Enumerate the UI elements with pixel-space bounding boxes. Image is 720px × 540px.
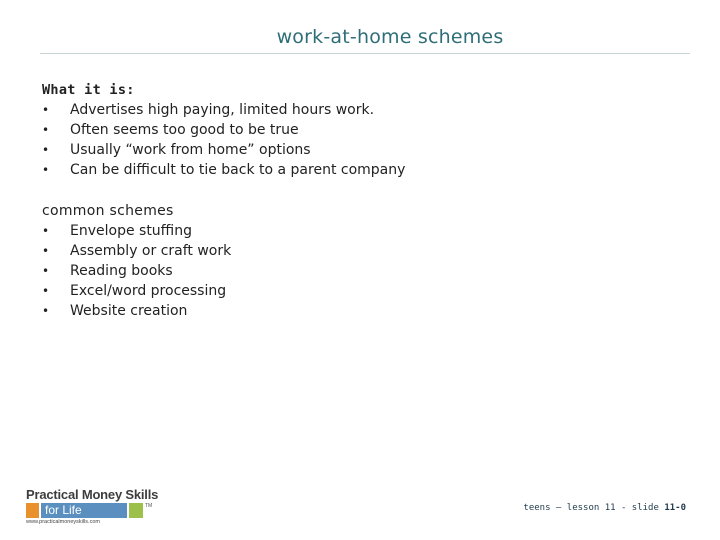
logo-url: www.practicalmoneyskills.com: [26, 519, 100, 525]
bullet-icon: •: [42, 123, 50, 137]
bullet-icon: •: [42, 304, 50, 318]
bullet-icon: •: [42, 224, 50, 238]
section-heading-common-schemes: common schemes: [42, 203, 174, 219]
list-item: [42, 241, 682, 261]
section-heading-what-it-is: What it is:: [42, 82, 135, 98]
slide-footer: [523, 503, 686, 513]
list-item: [42, 140, 682, 160]
list-item: [42, 100, 682, 120]
footer-lesson-text: teens – lesson 11 - slide: [523, 503, 665, 513]
list-item-text: Can be difficult to tie back to a parent company: [70, 162, 406, 178]
logo-trademark: TM: [145, 503, 153, 509]
title-divider: [40, 53, 690, 54]
list-item-text: Usually “work from home” options: [70, 142, 311, 158]
list-item: [42, 281, 682, 301]
list-item: [42, 221, 682, 241]
logo-green-square: [129, 503, 143, 518]
practical-money-skills-logo: [26, 487, 166, 527]
section-spacer: [42, 180, 682, 201]
list-item-text: Assembly or craft work: [70, 243, 232, 259]
logo-orange-square: [26, 503, 39, 518]
bullet-icon: •: [42, 163, 50, 177]
logo-wordmark: Practical Money Skills: [26, 487, 159, 502]
logo-for-life-bar: for Life: [41, 503, 127, 518]
list-item: [42, 160, 682, 180]
list-item-text: Excel/word processing: [70, 283, 227, 299]
slide-title: work-at-home schemes: [276, 26, 504, 48]
bullet-list-what-it-is: [42, 100, 682, 180]
list-item-text: Often seems too good to be true: [70, 122, 299, 138]
list-item: [42, 120, 682, 140]
list-item-text: Reading books: [70, 263, 173, 279]
list-item-text: Website creation: [70, 303, 188, 319]
bullet-icon: •: [42, 244, 50, 258]
list-item: [42, 301, 682, 321]
slide-body: [42, 80, 682, 321]
bullet-icon: •: [42, 264, 50, 278]
bullet-icon: •: [42, 103, 50, 117]
footer-slide-number: 11-0: [664, 503, 686, 513]
list-item-text: Advertises high paying, limited hours work.: [70, 102, 375, 118]
list-item-text: Envelope stuffing: [70, 223, 192, 239]
bullet-icon: •: [42, 284, 50, 298]
bullet-icon: •: [42, 143, 50, 157]
bullet-list-common-schemes: [42, 221, 682, 321]
list-item: [42, 261, 682, 281]
